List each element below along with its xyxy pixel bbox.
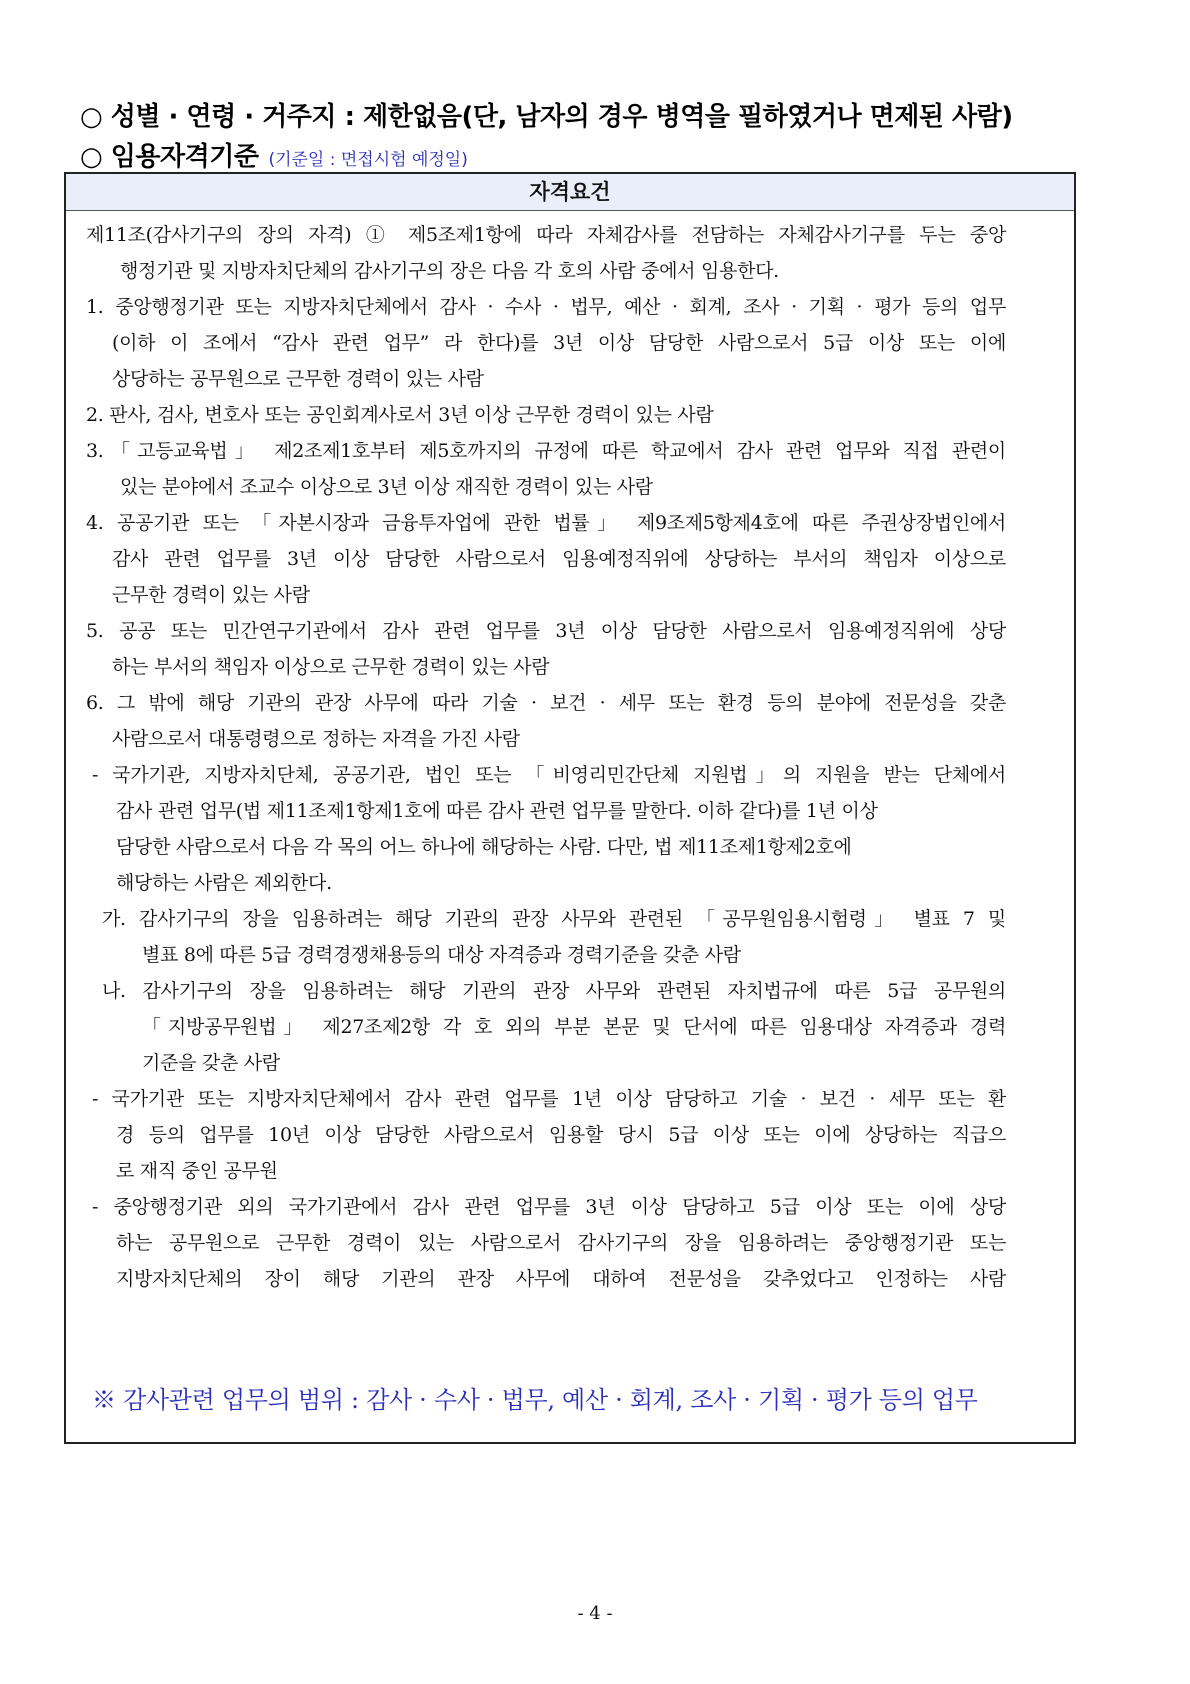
text-line: 별표 8에 따른 5급 경력경쟁채용등의 대상 자격증과 경력기준을 갖춘 사람	[142, 944, 741, 966]
text-line: 1. 중앙행정기관 또는 지방자치단체에서 감사 · 수사 · 법무, 예산 · 회계, 조사 · 기획 · 평가 등의 업무	[86, 296, 1006, 318]
text-line: 가. 감사기구의 장을 임용하려는 해당 기관의 관장 사무와 관련된 「공무원임용시험령」 별표 7 및	[102, 908, 1006, 930]
reference-date-note: (기준일 : 면접시험 예정일)	[268, 150, 468, 170]
text-line: 근무한 경력이 있는 사람	[112, 584, 310, 606]
text-line: 해당하는 사람은 제외한다.	[116, 872, 332, 894]
text-line: 상당하는 공무원으로 근무한 경력이 있는 사람	[112, 368, 484, 390]
text-line: 4. 공공기관 또는 「자본시장과 금융투자업에 관한 법률」 제9조제5항제4호에 따른 주권상장법인에서	[86, 512, 1006, 534]
heading-qualification-criteria	[80, 136, 468, 173]
text-line: 2. 판사, 검사, 변호사 또는 공인회계사로서 3년 이상 근무한 경력이 있는 사람	[86, 404, 714, 426]
heading-gender-age-residence: ○ 성별 · 연령 · 거주지 : 제한없음(단, 남자의 경우 병역을 필하였거나 면제된 사람)	[80, 102, 1013, 132]
text-line: 하는 공무원으로 근무한 경력이 있는 사람으로서 감사기구의 장을 임용하려는 중앙행정기관 또는	[116, 1232, 1006, 1254]
text-line: 감사 관련 업무를 3년 이상 담당한 사람으로서 임용예정직위에 상당하는 부서의 책임자 이상으로	[112, 548, 1006, 570]
text-line: 제11조(감사기구의 장의 자격) ① 제5조제1항에 따라 자체감사를 전담하는 자체감사기구를 두는 중앙	[86, 224, 1006, 246]
text-line: 기준을 갖춘 사람	[142, 1052, 280, 1074]
text-line: 감사 관련 업무(법 제11조제1항제1호에 따른 감사 관련 업무를 말한다. 이하 같다)를 1년 이상	[116, 800, 878, 822]
text-line: 로 재직 중인 공무원	[116, 1160, 278, 1182]
page-number: - 4 -	[577, 1603, 613, 1624]
text-line: 사람으로서 대통령령으로 정하는 자격을 가진 사람	[112, 728, 520, 750]
text-line: 있는 분야에서 조교수 이상으로 3년 이상 재직한 경력이 있는 사람	[120, 476, 653, 498]
audit-scope-note: ※ 감사관련 업무의 범위 : 감사 · 수사 · 법무, 예산 · 회계, 조사 · 기획 · 평가 등의 업무	[92, 1386, 978, 1414]
qualification-table	[64, 172, 1076, 1444]
table-header: 자격요건	[66, 174, 1074, 211]
text-line: 지방자치단체의 장이 해당 기관의 관장 사무에 대하여 전문성을 갖추었다고 인정하는 사람	[116, 1268, 1006, 1290]
text-line: (이하 이 조에서 “감사 관련 업무” 라 한다)를 3년 이상 담당한 사람으로서 5급 이상 또는 이에	[112, 332, 1006, 354]
text-line: - 중앙행정기관 외의 국가기관에서 감사 관련 업무를 3년 이상 담당하고 5급 이상 또는 이에 상당	[92, 1196, 1006, 1218]
text-line: 담당한 사람으로서 다음 각 목의 어느 하나에 해당하는 사람. 다만, 법 제11조제1항제2호에	[116, 836, 852, 858]
qualification-criteria-title: ○ 임용자격기준	[80, 142, 259, 172]
text-line: 나. 감사기구의 장을 임용하려는 해당 기관의 관장 사무와 관련된 자치법규에 따른 5급 공무원의	[102, 980, 1006, 1002]
text-line: 「지방공무원법」 제27조제2항 각 호 외의 부분 본문 및 단서에 따른 임용대상 자격증과 경력	[142, 1016, 1006, 1038]
text-line: 행정기관 및 지방자치단체의 감사기구의 장은 다음 각 호의 사람 중에서 임용한다.	[120, 260, 779, 282]
text-line: 6. 그 밖에 해당 기관의 관장 사무에 따라 기술 · 보건 · 세무 또는 환경 등의 분야에 전문성을 갖춘	[86, 692, 1006, 714]
text-line: 하는 부서의 책임자 이상으로 근무한 경력이 있는 사람	[112, 656, 550, 678]
text-line: 경 등의 업무를 10년 이상 담당한 사람으로서 임용할 당시 5급 이상 또는 이에 상당하는 직급으	[116, 1124, 1006, 1146]
text-line: 5. 공공 또는 민간연구기관에서 감사 관련 업무를 3년 이상 담당한 사람으로서 임용예정직위에 상당	[86, 620, 1006, 642]
text-line: - 국가기관, 지방자치단체, 공공기관, 법인 또는 「비영리민간단체 지원법」의 지원을 받는 단체에서	[92, 764, 1006, 786]
text-line: - 국가기관 또는 지방자치단체에서 감사 관련 업무를 1년 이상 담당하고 기술 · 보건 · 세무 또는 환	[92, 1088, 1006, 1110]
text-line: 3.「고등교육법」 제2조제1호부터 제5호까지의 규정에 따른 학교에서 감사 관련 업무와 직접 관련이	[86, 440, 1006, 462]
